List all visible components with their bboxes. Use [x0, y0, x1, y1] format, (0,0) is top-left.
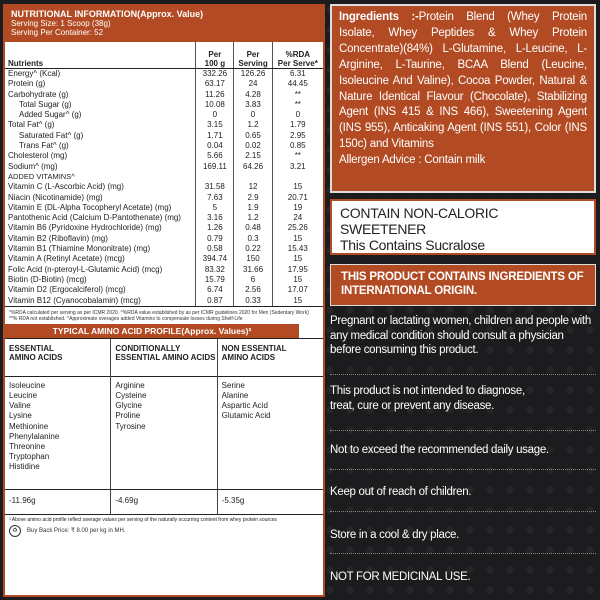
per-serving: 12	[234, 182, 272, 192]
nutrient-name: Added Sugar^ (g)	[19, 110, 82, 120]
per-100g: 169.11	[196, 162, 234, 172]
rda	[272, 172, 323, 182]
per-100g: 3.16	[196, 213, 234, 223]
table-row	[5, 244, 323, 254]
nutrient-name: Niacin (Nicotinamide) (mg)	[8, 192, 103, 202]
nutrient-name: Vitamin B2 (Riboflavin) (mg)	[8, 233, 108, 243]
table-row	[5, 120, 323, 130]
nutrient-name: Vitamin C (L-Ascorbic Acid) (mg)	[8, 182, 124, 192]
amino-column-header: NON ESSENTIAL AMINO ACIDS	[218, 339, 323, 377]
nutrient-name: Cholesterol (mg)	[8, 151, 68, 161]
servings-per-container: Serving Per Container: 52	[11, 28, 104, 37]
per-serving: 0.48	[234, 223, 272, 233]
per-100g: 10.08	[196, 100, 234, 110]
per-serving: 31.66	[234, 265, 272, 275]
rda: **	[272, 100, 323, 110]
nutrition-header	[5, 6, 323, 42]
amino-column-header: CONDITIONALLY ESSENTIAL AMINO ACIDS	[111, 339, 216, 377]
per-serving: 0.33	[234, 296, 272, 306]
nutrition-panel	[3, 4, 325, 597]
ingredients-text: Protein Blend (Whey Protein Isolate, Whey Peptides & Whey Protein Concentrate)(84%) L-Glutamine, L-Leucine, L-Arginine, L-Taurine, BCAA Blend (Leucine, Isoleucine And Valine), Cocoa Powder, Natural & Nature Identical Flavour (Chocolate), Stabilizing Agent (INS 415 & INS 466), Sweetening Agent (INS 955), Anticaking Agent (INS 551), Color (INS 150c) and Vitamins	[339, 11, 587, 151]
per-100g: 332.26	[196, 69, 234, 80]
amino-item: Phenylalanine	[9, 431, 60, 441]
per-serving: 3.83	[234, 100, 272, 110]
per-serving: 1.2	[234, 120, 272, 130]
sweetener-line2: This Contains Sucralose	[340, 237, 485, 253]
amino-list	[111, 377, 216, 490]
ingredients-panel	[330, 4, 596, 193]
per-serving: 0.3	[234, 234, 272, 244]
per-100g: 0	[196, 110, 234, 120]
per-100g: 5.66	[196, 151, 234, 161]
amino-title: TYPICAL AMINO ACID PROFILE(Approx. Values)³	[5, 324, 299, 338]
table-row	[5, 131, 323, 141]
footnote-2: **% RDA not established. ^Approximate overages added Vitamins to compensate losses during Shelf-Life	[9, 315, 243, 322]
nutrient-name: Vitamin E (DL-Alpha Tocopheryl Acetate) (mg)	[8, 202, 172, 212]
nutrient-name: Sodium^ (mg)	[8, 161, 58, 171]
nutrient-name: Pantothenic Acid (Calcium D-Pantothenate) (mg)	[8, 213, 181, 223]
rda: 1.79	[272, 120, 323, 130]
table-row	[5, 141, 323, 151]
table-row	[5, 296, 323, 306]
rda: 2.95	[272, 131, 323, 141]
rda: 25.26	[272, 223, 323, 233]
per-100g: 11.26	[196, 90, 234, 100]
table-row	[5, 151, 323, 161]
amino-item: Threonine	[9, 442, 46, 452]
per-100g: 6.74	[196, 285, 234, 295]
per-serving: 2.56	[234, 285, 272, 295]
nutrient-name: Carbohydrate (g)	[8, 89, 69, 99]
per-serving: 0	[234, 110, 272, 120]
per-100g: 63.17	[196, 79, 234, 89]
per-100g: 0.04	[196, 141, 234, 151]
nutrient-name: ADDED VITAMINS^	[8, 171, 75, 181]
amino-item: Alanine	[221, 391, 249, 401]
rda: 0	[272, 110, 323, 120]
amino-list	[5, 377, 110, 490]
rda: 19	[272, 203, 323, 213]
per-100g: 0.87	[196, 296, 234, 306]
per-serving: 6	[234, 275, 272, 285]
table-row	[5, 193, 323, 203]
footnote-1: *%RDA calculated per serving as per ICMR 2020. ^%RDA value established by as per ICMR guidelines 2020 for Men (Sedentary Work)	[9, 309, 309, 316]
nutrition-table-header	[5, 42, 323, 69]
nutrient-name: Vitamin A (Retinyl Acetate) (mcg)	[8, 254, 125, 264]
rda: 15	[272, 254, 323, 264]
table-row	[5, 100, 323, 110]
nutrient-name: Trans Fat^ (g)	[19, 141, 69, 151]
rda: 15	[272, 296, 323, 306]
table-row	[5, 275, 323, 285]
rda: 15	[272, 182, 323, 192]
rda: 24	[272, 213, 323, 223]
nutrient-name: Vitamin D2 (Ergocalciferol) (mcg)	[8, 285, 126, 295]
amino-item: Arginine	[115, 380, 145, 390]
amino-column	[110, 339, 216, 515]
buyback-row	[5, 525, 323, 537]
per-100g: 5	[196, 203, 234, 213]
divider	[330, 553, 596, 554]
per-100g: 0.79	[196, 234, 234, 244]
per-serving: 64.26	[234, 162, 272, 172]
nutrient-name: Biotin (D-Biotin) (mcg)	[8, 274, 87, 284]
serving-size: Serving Size: 1 Scoop (38g)	[11, 19, 111, 28]
table-row	[5, 90, 323, 100]
amino-item: Glutamic Acid	[221, 411, 271, 421]
per-serving: 2.9	[234, 193, 272, 203]
amino-item: Leucine	[9, 391, 38, 401]
table-row	[5, 69, 323, 80]
rda: 0.85	[272, 141, 323, 151]
amino-item: Lysine	[9, 411, 32, 421]
amino-table	[5, 338, 323, 515]
nutrient-name: Protein (g)	[8, 79, 46, 89]
amino-column	[217, 339, 323, 515]
per-serving: 4.28	[234, 90, 272, 100]
rda: 20.71	[272, 193, 323, 203]
note-diagnose: This product is not intended to diagnose, treat, cure or prevent any disease.	[330, 385, 525, 412]
per-100g: 0.58	[196, 244, 234, 254]
international-origin-banner: THIS PRODUCT CONTAINS INGREDIENTS OF INTERNATIONAL ORIGIN.	[330, 264, 596, 306]
per-100g: 15.79	[196, 275, 234, 285]
nutrient-name: Energy^ (Kcal)	[8, 69, 61, 78]
table-row	[5, 223, 323, 233]
amino-total: -5.35g	[218, 490, 323, 515]
col-per-serving: Per Serving	[234, 42, 272, 69]
rda: **	[272, 90, 323, 100]
amino-item: Serine	[221, 380, 245, 390]
buyback-price: Buy Back Price: ₹ 8.00 per kg in MH.	[27, 528, 126, 535]
rda: 17.07	[272, 285, 323, 295]
table-row	[5, 213, 323, 223]
rda: 3.21	[272, 162, 323, 172]
amino-column	[5, 339, 110, 515]
amino-list	[218, 377, 323, 490]
per-100g: 7.63	[196, 193, 234, 203]
divider	[330, 469, 596, 470]
table-row	[5, 234, 323, 244]
table-row	[5, 285, 323, 295]
amino-item: Methionine	[9, 421, 49, 431]
per-serving: 0.65	[234, 131, 272, 141]
rda: 15	[272, 275, 323, 285]
amino-item: Tyrosine	[115, 421, 146, 431]
rda: 15	[272, 234, 323, 244]
table-row	[5, 182, 323, 192]
per-serving: 126.26	[234, 69, 272, 80]
table-row	[5, 79, 323, 89]
per-100g: 394.74	[196, 254, 234, 264]
nutrient-name: Vitamin B12 (Cyanocobalamin) (mcg)	[8, 295, 141, 305]
amino-item: Aspartic Acid	[221, 401, 268, 411]
per-serving: 1.9	[234, 203, 272, 213]
table-row	[5, 110, 323, 120]
ingredients-label: Ingredients :-	[339, 11, 419, 23]
table-row	[5, 265, 323, 275]
nutrient-name: Vitamin B1 (Thiamine Mononitrate) (mg)	[8, 244, 151, 254]
per-100g: 3.15	[196, 120, 234, 130]
amino-column-header: ESSENTIAL AMINO ACIDS	[5, 339, 110, 377]
nutrient-name: Vitamin B6 (Pyridoxine Hydrochloride) (mg)	[8, 223, 162, 233]
amino-item: Glycine	[115, 401, 143, 411]
amino-item: Valine	[9, 401, 31, 411]
per-serving: 0.02	[234, 141, 272, 151]
col-nutrients: Nutrients	[5, 42, 196, 69]
per-serving: 150	[234, 254, 272, 264]
divider	[330, 374, 596, 375]
note-pregnant: Pregnant or lactating women, children and people with any medical condition should consult a physician before consuming this product.	[330, 315, 591, 356]
nutrient-name: Folic Acid (n-pteroyl-L-Glutamic Acid) (mcg)	[8, 264, 163, 274]
nutrition-title: NUTRITIONAL INFORMATION(Approx. Value)	[11, 9, 204, 19]
col-rda: %RDA Per Serve*	[272, 42, 323, 69]
per-100g	[196, 172, 234, 182]
amino-total: -11.96g	[5, 490, 110, 515]
allergen-advice: Allergen Advice : Contain milk	[339, 154, 486, 167]
table-row	[5, 172, 323, 182]
col-per-100g: Per 100 g	[196, 42, 234, 69]
sweetener-line1: CONTAIN NON-CALORIC SWEETENER	[340, 205, 499, 237]
nutrition-table	[5, 42, 323, 306]
amino-item: Tryptophan	[9, 452, 50, 462]
per-serving: 24	[234, 79, 272, 89]
per-100g: 1.71	[196, 131, 234, 141]
rda: 44.45	[272, 79, 323, 89]
amino-item: Proline	[115, 411, 141, 421]
amino-total: -4.69g	[111, 490, 216, 515]
rda: 15.43	[272, 244, 323, 254]
rda: **	[272, 151, 323, 161]
amino-item: Isoleucine	[9, 380, 46, 390]
nutrition-table-body	[5, 69, 323, 306]
per-100g: 83.32	[196, 265, 234, 275]
nutrient-name: Total Sugar (g)	[19, 99, 72, 109]
amino-item: Histidine	[9, 462, 40, 472]
per-serving: 0.22	[234, 244, 272, 254]
table-row	[5, 162, 323, 172]
per-serving	[234, 172, 272, 182]
nutrient-name: Total Fat^ (g)	[8, 120, 55, 130]
table-row	[5, 203, 323, 213]
per-serving: 1.2	[234, 213, 272, 223]
nutrient-name: Saturated Fat^ (g)	[19, 130, 84, 140]
note-children: Keep out of reach of children.	[330, 486, 472, 498]
per-100g: 1.26	[196, 223, 234, 233]
note-medicinal: NOT FOR MEDICINAL USE.	[330, 571, 471, 583]
sweetener-panel	[330, 199, 596, 255]
recycle-icon: ♻	[9, 525, 21, 537]
note-daily-usage: Not to exceed the recommended daily usage.	[330, 444, 549, 456]
divider	[330, 430, 596, 431]
rda: 6.31	[272, 69, 323, 80]
amino-item: Cysteine	[115, 391, 147, 401]
divider	[330, 511, 596, 512]
nutrition-footnotes	[5, 306, 323, 324]
table-row	[5, 254, 323, 264]
amino-footnote: ³ Above amino acid profile reflect average values per serving of the naturally occurring content from whey protein sources	[9, 516, 277, 523]
per-serving: 2.15	[234, 151, 272, 161]
rda: 17.95	[272, 265, 323, 275]
note-storage: Store in a cool & dry place.	[330, 529, 460, 541]
per-100g: 31.58	[196, 182, 234, 192]
